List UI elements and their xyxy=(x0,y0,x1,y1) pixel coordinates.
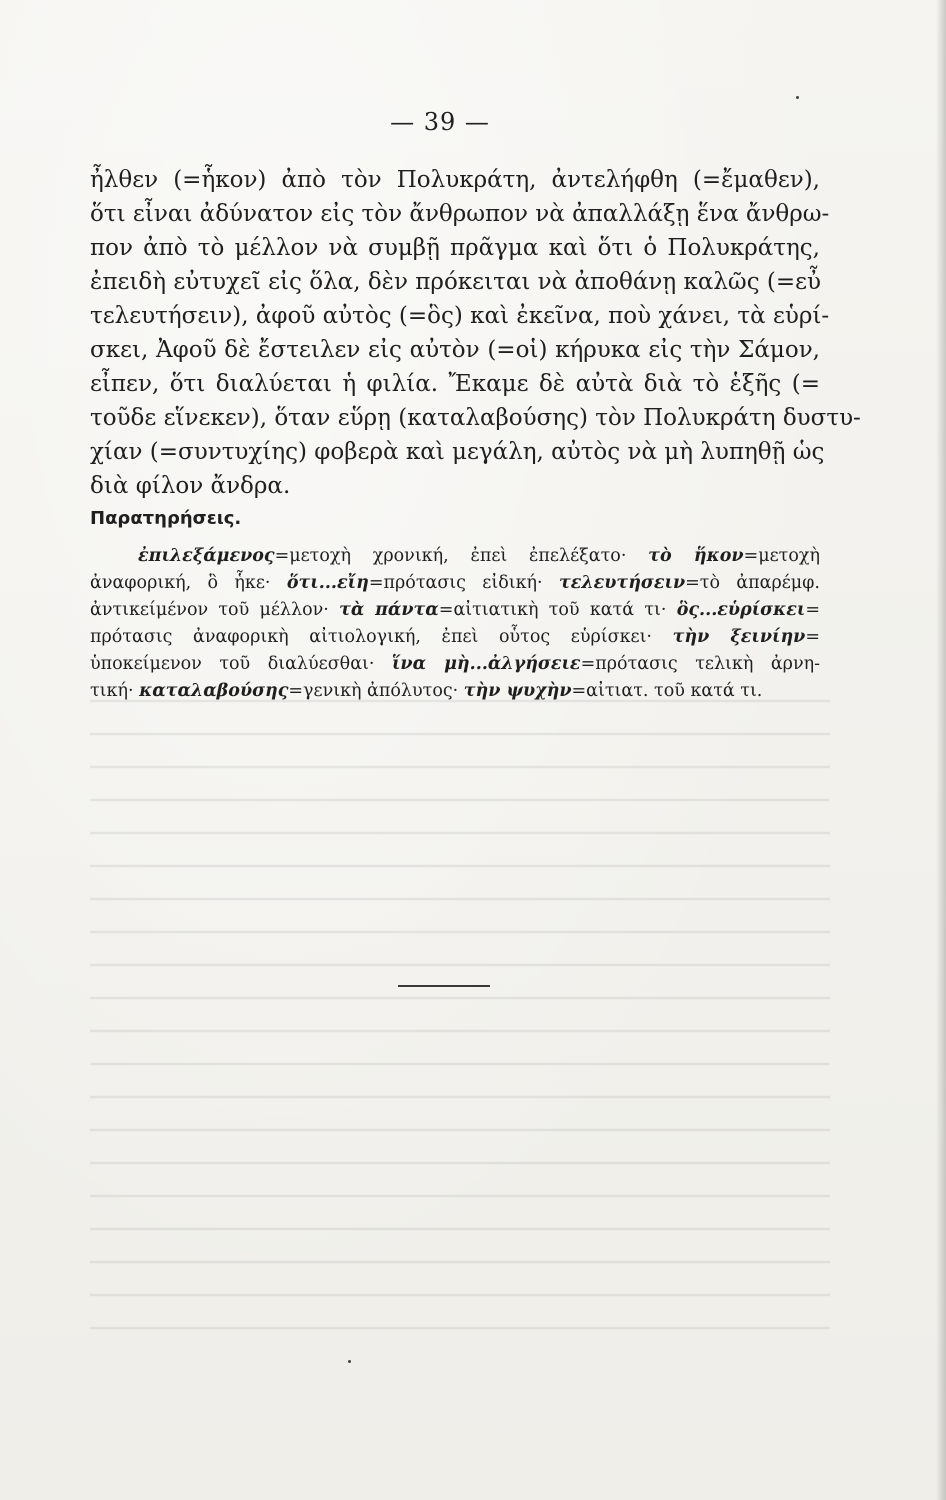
bleed-through-texture xyxy=(90,700,830,1340)
note-line xyxy=(90,597,820,624)
note-text: ἀναφορική, ὃ ἧκε· xyxy=(90,573,287,593)
note-text: =πρότασις τελικὴ ἀρνη- xyxy=(580,654,820,674)
note-term: ὃς...εὑρίσκει xyxy=(676,600,806,620)
text-line: τοῦδε εἵνεκεν), ὅταν εὕρῃ (καταλαβούσης) τὸν Πολυκράτη δυστυ- xyxy=(90,405,861,431)
page-number: — 39 — xyxy=(390,108,490,136)
note-line xyxy=(90,570,820,597)
note-text: =αἰτιατ. τοῦ κατά τι. xyxy=(571,681,763,701)
ink-speck xyxy=(796,96,799,99)
page-edge-shadow xyxy=(936,0,946,1500)
note-term: τὸ ἥκον xyxy=(648,546,744,566)
note-text: =πρότασις εἰδική· xyxy=(368,573,559,593)
note-text: =αἰτιατικὴ τοῦ κατά τι· xyxy=(438,600,677,620)
text-line: ἦλθεν (=ἧκον) ἀπὸ τὸν Πολυκράτη, ἀντελήφθη (=ἔμαθεν), xyxy=(90,167,820,193)
notes-heading: Παρατηρήσεις. xyxy=(90,508,242,529)
note-term: τὰ πάντα xyxy=(339,600,439,620)
note-term: τὴν ψυχὴν xyxy=(463,681,572,701)
section-divider xyxy=(398,985,490,987)
note-line xyxy=(90,624,820,651)
note-text: =γενικὴ ἀπόλυτος· xyxy=(288,681,464,701)
note-text: ὑποκείμενον τοῦ διαλύεσθαι· xyxy=(90,654,392,674)
note-term: ἵνα μὴ...ἀλγήσειε xyxy=(391,654,581,674)
notes-block xyxy=(90,543,820,705)
note-term: ὅτι...εἴη xyxy=(286,573,369,593)
text-line: πον ἀπὸ τὸ μέλλον νὰ συμβῇ πρᾶγμα καὶ ὅτι ὁ Πολυκράτης, xyxy=(90,235,820,261)
note-line xyxy=(90,651,820,678)
text-line: ὅτι εἶναι ἀδύνατον εἰς τὸν ἄνθρωπον νὰ ἀπαλλάξῃ ἕνα ἄνθρω- xyxy=(90,201,830,227)
text-line: χίαν (=συντυχίης) φοβερὰ καὶ μεγάλη, αὐτὸς νὰ μὴ λυπηθῇ ὡς xyxy=(90,439,825,465)
note-text: ἀντικείμένον τοῦ μέλλον· xyxy=(90,600,340,620)
note-text: =μετοχὴ χρονική, ἐπεὶ ἐπελέξατο· xyxy=(274,546,649,566)
note-line xyxy=(90,678,820,705)
note-text: τική· xyxy=(90,681,140,701)
note-text: =τὸ ἀπαρέμφ. xyxy=(685,573,820,593)
note-term: τελευτήσειν xyxy=(558,573,686,593)
note-line xyxy=(90,543,820,570)
main-text xyxy=(90,163,861,503)
text-line: σκει, Ἀφοῦ δὲ ἔστειλεν εἰς αὐτὸν (=οἱ) κήρυκα εἰς τὴν Σάμον, xyxy=(90,337,820,363)
text-line: εἶπεν, ὅτι διαλύεται ἡ φιλία. Ἔκαμε δὲ αὐτὰ διὰ τὸ ἑξῆς (= xyxy=(90,371,820,397)
ink-speck xyxy=(348,1360,351,1363)
note-term: καταλαβούσης xyxy=(139,681,289,701)
note-text: = xyxy=(805,600,820,620)
text-line: διὰ φίλον ἄνδρα. xyxy=(90,473,291,499)
note-term: ἐπιλεξάμενος xyxy=(138,546,275,566)
note-text: =μετοχὴ xyxy=(743,546,820,566)
note-term: τὴν ξεινίην xyxy=(672,627,806,647)
note-text: = xyxy=(805,627,820,647)
note-text: πρότασις ἀναφορικὴ αἰτιολογική, ἐπεὶ οὗτος εὑρίσκει· xyxy=(90,627,673,647)
text-line: τελευτήσειν), ἀφοῦ αὐτὸς (=ὃς) καὶ ἐκεῖνα, ποὺ χάνει, τὰ εὑρί- xyxy=(90,303,830,329)
text-line: ἐπειδὴ εὐτυχεῖ εἰς ὅλα, δὲν πρόκειται νὰ ἀποθάνῃ καλῶς (=εὖ xyxy=(90,269,822,295)
